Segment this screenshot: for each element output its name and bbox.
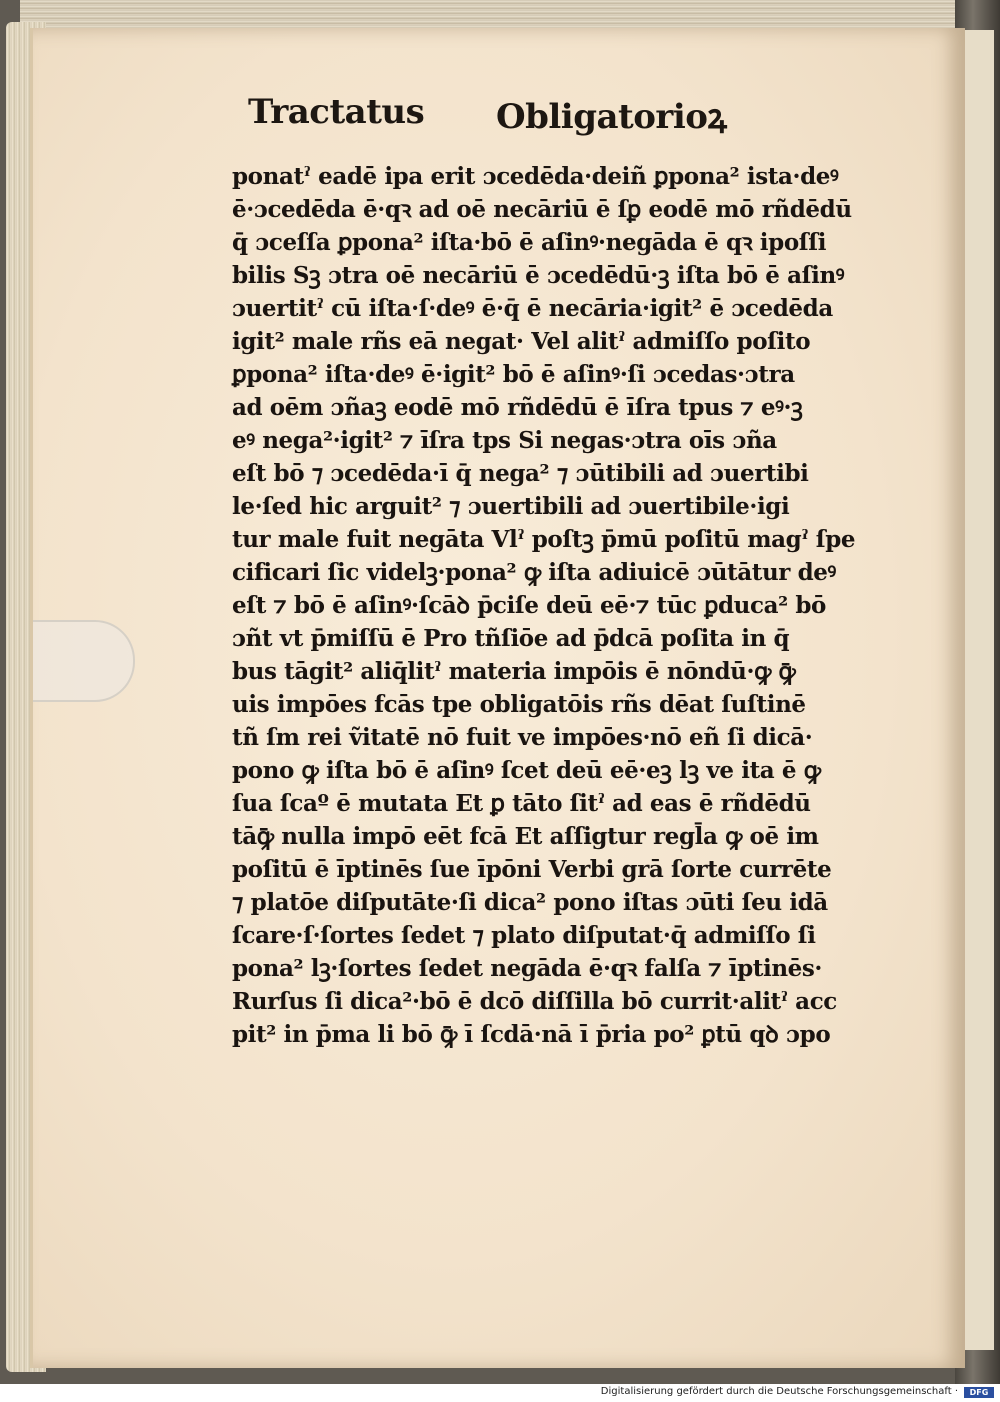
running-head: [0, 92, 1000, 142]
text-line: tur male fuit negāta Vlˀ poſtꝫ p̄mū poſitū magˀ ſpe: [232, 526, 856, 553]
text-line: le·ſed hic arguit² ⁊ ɔuertibili ad ɔuertibile·igi: [232, 493, 790, 520]
text-line: tāꝙ̄ nulla impō eēt fcā Et aſſigtur regl̄a ꝙ oē im: [232, 823, 819, 850]
text-line: eſt bō ⁊ ɔcedēda·ī q̄ nega² ⁊ ɔūtibili ad ɔuertibi: [232, 460, 809, 487]
text-line: ꝑpona² iſta·deꝰ ē·igit² bō ē aſinꝰ·ſi ɔcedas·ɔtra: [232, 361, 795, 388]
text-line: bus tāgit² aliq̄litˀ materia impōis ē nōndū·ꝙ ꝙ̄: [232, 658, 796, 685]
text-line: ad oēm ɔñaꝫ eodē mō rñdēdū ē īſra tpus ⁊ eꝰ·ꝫ: [232, 394, 803, 421]
text-line: eꝰ nega²·igit² ⁊ īſra tps Si negas·ɔtra oīs ɔña: [232, 427, 777, 454]
text-line: pit² in p̄ma li bō ꝙ̄ ī ſcdā·nā ī p̄ria po² ꝑtū qꝺ ɔpo: [232, 1021, 831, 1048]
text-line: poſitū ē īptinēs ſue īpōni Verbi grā ſorte currēte: [232, 856, 832, 883]
text-line: cificari ſic videlꝫ·pona² ꝙ iſta adiuicē ɔūtātur deꝰ: [232, 559, 836, 586]
dfg-logo: DFG: [964, 1387, 994, 1398]
running-head-left: Tractatus: [248, 92, 425, 132]
page-clip: [33, 620, 135, 702]
text-line: ſcare·ſ·ſortes ſedet ⁊ plato diſputat·q̄ admiſſo ſi: [232, 922, 816, 949]
footer-bar: [0, 1384, 1000, 1402]
body-text: [232, 160, 856, 1051]
text-line: ſua ſcaº ē mutata Et ꝑ tāto ſitˀ ad eas ē rñdēdū: [232, 790, 811, 817]
text-line: ɔñt vt p̄miſſū ē Pro tñſiōe ad p̄dcā poſita in q̄: [232, 625, 790, 652]
text-line: igit² male rñs eā negat· Vel alitˀ admiſſo poſito: [232, 328, 811, 355]
funding-credit: Digitalisierung gefördert durch die Deutsche Forschungsgemeinschaft ·: [600, 1386, 958, 1397]
facing-page-edge: [962, 30, 994, 1350]
text-line: Rurſus ſi dica²·bō ē dcō diſſilla bō currit·alitˀ acc: [232, 988, 837, 1015]
text-line: pono ꝙ iſta bō ē aſinꝰ ſcet deū eē·eꝫ lꝫ ve ita ē ꝙ: [232, 757, 821, 784]
page-stack-top-edges: [20, 0, 955, 30]
text-line: bilis Sꝫ ɔtra oē necāriū ē ɔcedēdū·ꝫ iſta bō ē aſinꝰ: [232, 262, 845, 289]
text-line: ponatˀ eadē ipa erit ɔcedēda·deiñ ꝑpona² ista·deꝰ: [232, 163, 839, 190]
text-line: ē·ɔcedēda ē·qꝛ ad oē necāriū ē ſꝑ eodē mō rñdēdū: [232, 196, 852, 223]
text-line: ɔuertitˀ cū iſta·ſ·deꝰ ē·q̄ ē necāria·igit² ē ɔcedēda: [232, 295, 833, 322]
text-line: pona² lꝫ·ſortes ſedet negāda ē·qꝛ falſa ⁊ īptinēs·: [232, 955, 823, 982]
running-head-right: Obligatorioꝝ: [496, 97, 727, 137]
text-line: uis impōes fcās tpe obligatōis rñs dēat ſuſtinē: [232, 691, 806, 718]
text-line: tñ ſm rei ṽitatē nō fuit ve impōes·nō eñ ſi dicā·: [232, 724, 813, 751]
text-line: eſt ⁊ bō ē aſinꝰ·ſcāꝺ p̄ciſe deū eē·⁊ tūc ꝑduca² bō: [232, 592, 826, 619]
text-line: q̄ ɔceſſa ꝑpona² iſta·bō ē aſinꝰ·negāda ē qꝛ ipoſſi: [232, 229, 827, 256]
text-line: ⁊ platōe diſputāte·ſi dica² pono iſtas ɔūti ſeu idā: [232, 889, 828, 916]
